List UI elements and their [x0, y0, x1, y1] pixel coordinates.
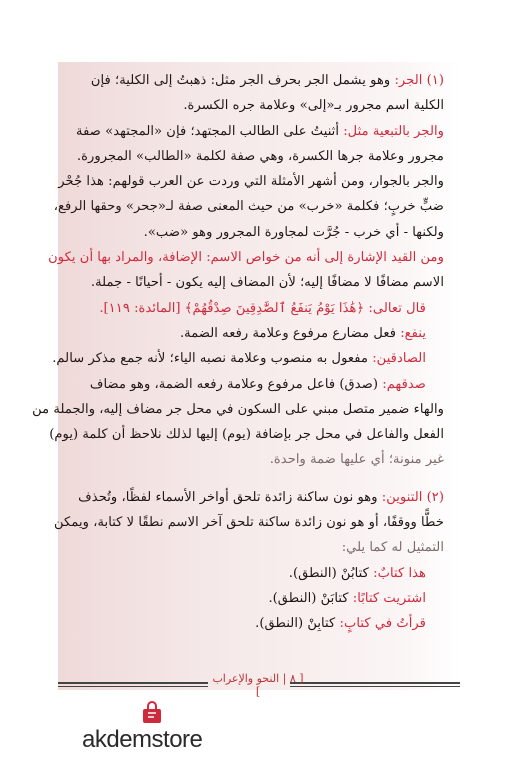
line-text: الإضافة، والمراد بها أن يكون [48, 250, 202, 266]
text-line [49, 422, 444, 447]
line-text: وهو نون ساكنة زائدة تلحق أواخر الأسماء لفظًا، وتُحذف [78, 489, 378, 505]
page-text [32, 68, 444, 637]
line-text: وهو يشمل الجر بحرف الجر مثل: ذهبتُ إلى الكلية؛ فإن [90, 73, 391, 88]
text-line [78, 93, 444, 118]
term-label: (٢) التنوين: [381, 489, 444, 505]
text-line [78, 296, 444, 321]
term-label: ينفع: [400, 325, 426, 341]
text-line [58, 169, 444, 194]
line-text: مفعول به منصوب وعلامة نصبه الياء؛ لأنه جمع مذكر سالم. [52, 351, 369, 367]
text-line [78, 220, 444, 245]
page-footer-mark: [ ٨ | النحو والإعراب ] [212, 672, 304, 698]
logo-wordmark: akdemstore [82, 726, 203, 753]
text-line [78, 68, 444, 93]
book-page [32, 62, 460, 690]
line-text: كتابُنْ (النطق). [288, 565, 369, 581]
line-text: (صدق) فاعل مرفوع وعلامة رفعه الضمة، وهو مضاف [89, 376, 379, 392]
footer-rule-right [290, 682, 460, 687]
text-line [78, 485, 444, 510]
text-line [48, 245, 444, 270]
term-label: قال تعالى: [368, 300, 426, 316]
line-text: غير منونة؛ أي عليها ضمة واحدة. [269, 452, 444, 468]
store-logo [82, 702, 222, 762]
text-line [78, 321, 444, 346]
line-text: خطًّا ووقفًا، أو هو نون زائدة ساكنة تلحق آخر الاسم نطقًا لا كتابة، ويمكن [54, 515, 444, 531]
text-line [78, 561, 444, 586]
line-text: التمثيل له كما يلي: [341, 540, 444, 556]
text-line [78, 447, 444, 472]
term-label: ومن القيد الإشارة إلى أنه من خواص الاسم: [206, 250, 444, 266]
text-line [78, 535, 444, 560]
term-label: هذا كتابٌ: [373, 565, 426, 581]
line-text: مجرور وعلامة جرها الكسرة، وهي صفة لكلمة «الطالب» المجرورة. [76, 148, 444, 164]
line-text: ضبٍّ خربٍ؛ فكلمة «خرب» من حيث المعنى صفة لـ«جحر» وحقها الرفع، [53, 199, 444, 215]
text-line [78, 270, 444, 295]
text-line [53, 194, 444, 219]
text-line [78, 586, 444, 611]
quran-verse: ﴿هَٰذَا يَوْمُ يَنفَعُ ٱلصَّٰدِقِينَ صِدْقُهُمْ﴾ [المائدة: ١١٩]. [99, 300, 365, 316]
term-label: والجر بالتبعية مثل: [343, 123, 444, 139]
line-text: الفعل والفاعل في محل جر بإضافة (يوم) إليها لذلك نلاحظ أن كلمة (يوم) [49, 427, 444, 443]
text-line [78, 119, 444, 144]
text-line [32, 397, 444, 422]
line-text: كتابِنْ (النطق). [255, 616, 336, 632]
line-text: الاسم مضافًا لا مضافًا إليه؛ لأن المضاف إليه يكون - أحيانًا - جملة. [90, 275, 444, 291]
term-label: (١) الجر: [394, 73, 444, 88]
line-text: ولكنها - أي خرب - جُرَّت لمجاورة المجرور وهو «ضب». [143, 224, 444, 240]
shopping-bag-icon [140, 702, 164, 724]
text-line [78, 372, 444, 397]
term-label: الصادقين: [372, 351, 426, 367]
term-label: صدقهم: [382, 376, 426, 392]
term-label: قرأتُ في كتابٍ: [339, 616, 426, 632]
term-label: اشتريت كتابًا: [352, 590, 426, 606]
text-line [52, 346, 444, 371]
line-text: والهاء ضمير متصل مبني على السكون في محل جر مضاف إليه، والجملة من [32, 401, 444, 417]
footer-rule-left [58, 682, 208, 687]
text-line [54, 510, 444, 535]
text-line [78, 611, 444, 636]
line-text: الكلية اسم مجرور بـ«إلى» وعلامة جره الكسرة. [183, 98, 444, 114]
line-text: فعل مضارع مرفوع وعلامة رفعه الضمة. [179, 325, 396, 341]
line-text: كتابَنْ (النطق). [268, 590, 349, 606]
paragraph-gap [78, 473, 444, 485]
text-line [78, 144, 444, 169]
line-text: والجر بالجوار، ومن أشهر الأمثلة التي وردت عن العرب قولهم: هذا جُحْر [58, 174, 444, 190]
line-text: أثنيتُ على الطالب المجتهد؛ فإن «المجتهد» صفة [76, 123, 340, 139]
